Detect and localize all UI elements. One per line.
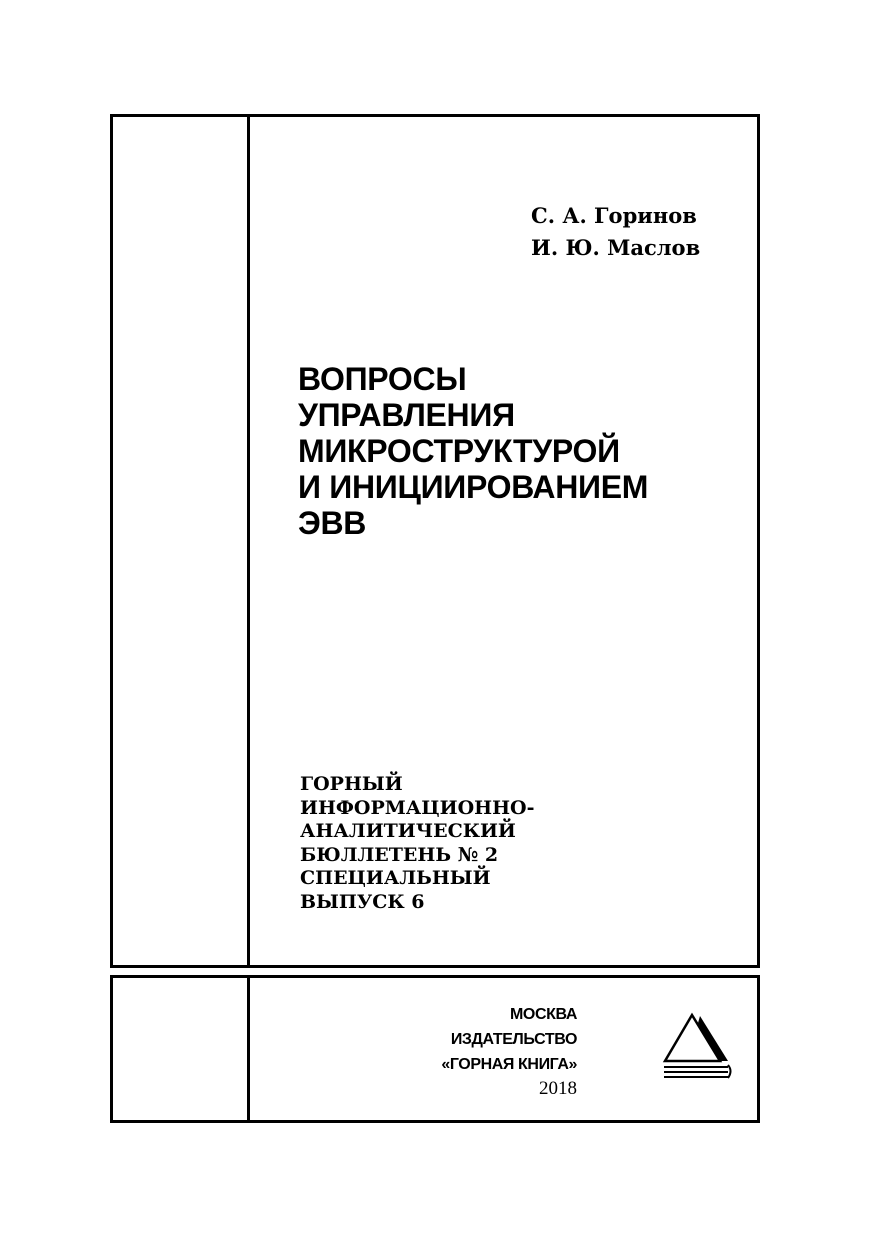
title-line: ЭВВ <box>298 505 367 541</box>
publisher-block <box>441 1002 577 1101</box>
publisher-logo-icon <box>662 1012 734 1080</box>
series-line: БЮЛЛЕТЕНЬ № 2 <box>300 843 499 866</box>
publisher-name: «ГОРНАЯ КНИГА» <box>441 1056 577 1073</box>
book-title <box>298 361 648 541</box>
authors-block <box>531 200 700 264</box>
author-name: И. Ю. Маслов <box>531 235 701 260</box>
publisher-city: МОСКВА <box>509 1006 577 1023</box>
series-line: ГОРНЫЙ <box>300 773 403 795</box>
series-line: АНАЛИТИЧЕСКИЙ <box>300 820 516 842</box>
publication-year: 2018 <box>539 1078 577 1099</box>
title-line: УПРАВЛЕНИЯ <box>298 397 515 433</box>
author-name: С. А. Горинов <box>531 203 697 228</box>
title-line: И ИНИЦИИРОВАНИЕМ <box>298 469 649 505</box>
title-line: ВОПРОСЫ <box>298 361 467 397</box>
title-line: МИКРОСТРУКТУРОЙ <box>298 433 620 469</box>
bottom-divider-bar <box>110 965 760 978</box>
series-line: ВЫПУСК 6 <box>300 890 425 913</box>
series-info <box>300 773 534 914</box>
series-line: СПЕЦИАЛЬНЫЙ <box>300 867 491 889</box>
publisher-label: ИЗДАТЕЛЬСТВО <box>450 1031 577 1048</box>
series-line: ИНФОРМАЦИОННО- <box>300 796 535 819</box>
